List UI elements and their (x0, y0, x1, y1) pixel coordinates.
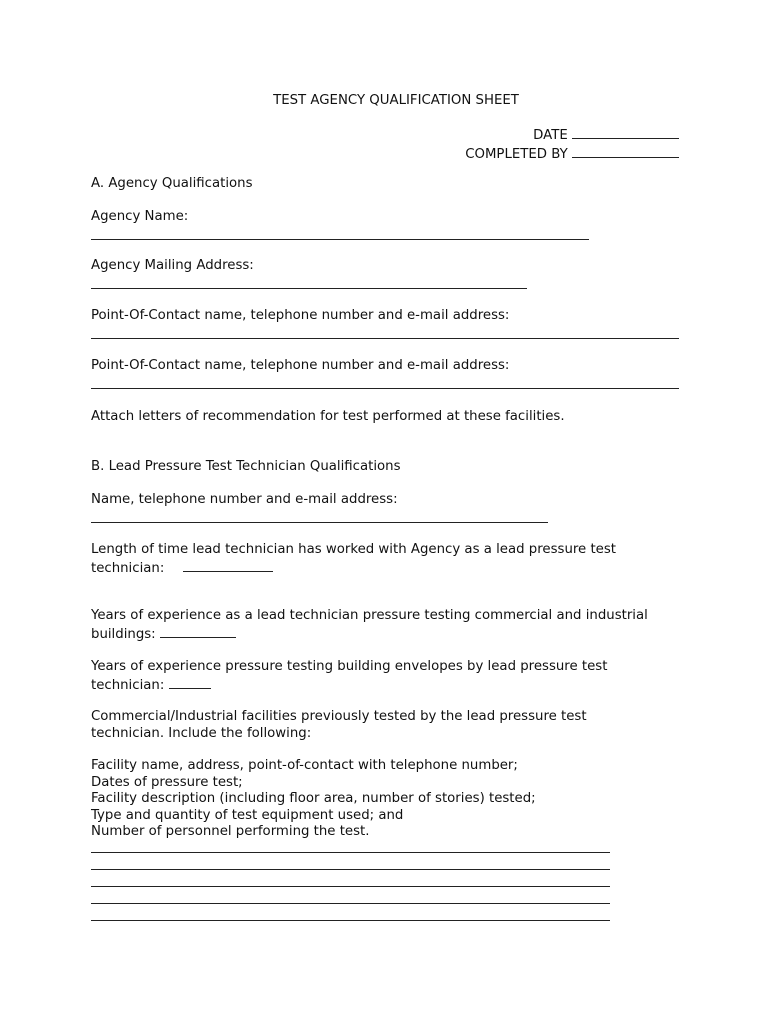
facilities-answer-lines (91, 843, 610, 921)
list-item: Facility description (including floor area, number of stories) tested; (91, 791, 536, 806)
mailing-address-field (91, 258, 527, 289)
agency-name-label: Agency Name: (91, 209, 189, 224)
technician-contact-blank[interactable] (91, 515, 548, 523)
years-commercial-field (91, 608, 648, 643)
facilities-label-line1: Commercial/Industrial facilities previously tested by the lead pressure test (91, 709, 587, 724)
section-b-heading: B. Lead Pressure Test Technician Qualifications (91, 459, 401, 474)
completed-by-line (465, 145, 679, 164)
years-commercial-line2 (91, 625, 648, 644)
poc-field-2 (91, 358, 679, 389)
length-of-time-label-line2: technician: (91, 560, 165, 576)
years-envelopes-line2 (91, 676, 607, 695)
years-commercial-label-line2: buildings: (91, 626, 156, 642)
years-envelopes-blank[interactable] (169, 676, 211, 689)
attach-note: Attach letters of recommendation for test performed at these facilities. (91, 409, 565, 424)
answer-line-2[interactable] (91, 860, 610, 870)
mailing-address-blank[interactable] (91, 281, 527, 289)
years-envelopes-field (91, 659, 607, 694)
length-of-time-label-line1: Length of time lead technician has worked with Agency as a lead pressure test (91, 542, 616, 557)
technician-contact-label: Name, telephone number and e-mail address: (91, 492, 398, 507)
years-commercial-label-line1: Years of experience as a lead technician pressure testing commercial and industrial (91, 608, 648, 623)
poc-blank-2[interactable] (91, 381, 679, 389)
page-title: TEST AGENCY QUALIFICATION SHEET (273, 93, 519, 108)
poc-label-2: Point-Of-Contact name, telephone number and e-mail address: (91, 358, 510, 373)
years-envelopes-label-line1: Years of experience pressure testing building envelopes by lead pressure test (91, 659, 608, 674)
mailing-address-label: Agency Mailing Address: (91, 258, 254, 273)
answer-line-4[interactable] (91, 894, 610, 904)
date-line (465, 126, 679, 145)
completed-by-label: COMPLETED BY (465, 146, 568, 162)
years-envelopes-label-line2: technician: (91, 677, 165, 693)
facilities-intro (91, 709, 587, 742)
date-label: DATE (533, 128, 568, 143)
years-commercial-blank[interactable] (160, 625, 236, 638)
poc-label-1: Point-Of-Contact name, telephone number and e-mail address: (91, 308, 510, 323)
list-item: Dates of pressure test; (91, 774, 243, 790)
completed-by-blank[interactable] (572, 145, 679, 158)
answer-line-5[interactable] (91, 911, 610, 921)
agency-name-blank[interactable] (91, 232, 589, 240)
technician-contact-field (91, 492, 548, 523)
date-blank[interactable] (572, 126, 679, 139)
list-item: Type and quantity of test equipment used; and (91, 807, 404, 823)
header-meta (465, 126, 679, 163)
length-of-time-line2 (91, 559, 616, 578)
agency-name-field (91, 209, 589, 240)
answer-line-3[interactable] (91, 877, 610, 887)
poc-blank-1[interactable] (91, 331, 679, 339)
length-of-time-blank[interactable] (183, 559, 273, 572)
facilities-label-line2: technician. Include the following: (91, 725, 312, 741)
include-list (91, 758, 536, 841)
answer-line-1[interactable] (91, 843, 610, 853)
poc-field-1 (91, 308, 679, 339)
list-item: Facility name, address, point-of-contact with telephone number; (91, 758, 518, 773)
length-of-time-field (91, 542, 616, 577)
list-item: Number of personnel performing the test. (91, 824, 370, 839)
section-a-heading: A. Agency Qualifications (91, 176, 253, 191)
